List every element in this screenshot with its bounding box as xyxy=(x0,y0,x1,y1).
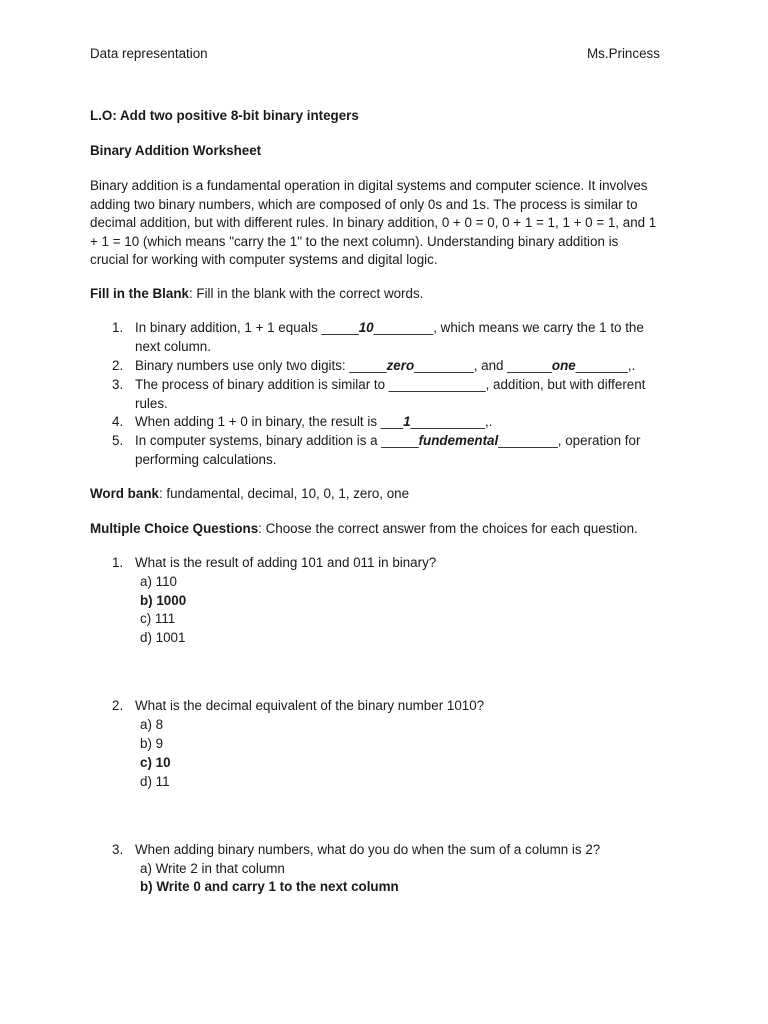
mcq-question-2 xyxy=(112,697,484,716)
header-teacher: Ms.Princess xyxy=(587,46,660,61)
mcq-instruction: : Choose the correct answer from the choices for each question. xyxy=(258,521,638,536)
answer-option-correct: b) 1000 xyxy=(140,593,187,608)
answer-option: d) 1001 xyxy=(140,630,186,645)
header-subject: Data representation xyxy=(90,46,208,61)
item-text: In binary addition, 1 + 1 equals _____ xyxy=(135,320,359,335)
fill-in-blank-instruction: : Fill in the blank with the correct words. xyxy=(188,286,424,301)
answer-option: d) 11 xyxy=(140,774,170,789)
item-number: 5. xyxy=(112,433,124,448)
item-text: _______,. xyxy=(575,358,636,373)
blank-item-5 xyxy=(112,432,640,451)
answer-option-correct: b) Write 0 and carry 1 to the next column xyxy=(140,879,399,894)
blank-answer: zero xyxy=(386,358,415,373)
intro-line: + 1 = 10 (which means "carry the 1" to the next column). Understanding binary addition is xyxy=(90,233,619,249)
question-text: What is the result of adding 101 and 011 in binary? xyxy=(135,555,437,570)
answer-option: a) Write 2 in that column xyxy=(140,861,285,876)
intro-line: decimal addition, but with different rules. In binary addition, 0 + 0 = 0, 0 + 1 = 1, 1 + 0 = 1, and 1 xyxy=(90,215,657,231)
item-number: 1. xyxy=(112,320,124,335)
blank-item-1 xyxy=(112,319,644,338)
item-number: 3. xyxy=(112,377,124,392)
blank-item-1-continuation: next column. xyxy=(135,339,211,354)
answer-option: c) 111 xyxy=(140,611,176,626)
answer-option: a) 110 xyxy=(140,574,177,589)
item-text: In computer systems, binary addition is a _____ xyxy=(135,433,419,448)
blank-item-2 xyxy=(112,357,635,376)
intro-line: adding two binary numbers, which are composed of only 0s and 1s. The process is similar to xyxy=(90,196,638,212)
fill-in-blank-label: Fill in the Blank xyxy=(90,286,189,301)
item-number: 4. xyxy=(112,414,124,429)
fill-in-blank-heading xyxy=(90,285,423,304)
intro-line: Binary addition is a fundamental operation in digital systems and computer science. It involves xyxy=(90,178,648,193)
blank-item-4 xyxy=(112,413,492,432)
question-number: 2. xyxy=(112,698,124,713)
question-number: 3. xyxy=(112,842,124,857)
item-text: When adding 1 + 0 in binary, the result is ___ xyxy=(135,414,404,429)
item-text: The process of binary addition is similar to _____________, addition, but with different xyxy=(135,377,646,392)
blank-item-3-continuation: rules. xyxy=(135,396,168,411)
mcq-question-3 xyxy=(112,841,600,860)
intro-paragraph xyxy=(90,177,680,270)
question-text: When adding binary numbers, what do you do when the sum of a column is 2? xyxy=(135,842,601,857)
word-bank-words: : fundamental, decimal, 10, 0, 1, zero, one xyxy=(158,486,410,501)
blank-item-3 xyxy=(112,376,645,395)
blank-answer: fundemental xyxy=(418,433,499,448)
mcq-heading xyxy=(90,520,638,539)
blank-answer: 1 xyxy=(403,414,411,429)
question-text: What is the decimal equivalent of the binary number 1010? xyxy=(135,698,485,713)
answer-option-correct: c) 10 xyxy=(140,755,171,770)
item-text: ________, and ______ xyxy=(414,358,552,373)
word-bank xyxy=(90,485,409,504)
item-text: ________, operation for xyxy=(498,433,641,448)
blank-item-5-continuation: performing calculations. xyxy=(135,452,277,467)
item-text: Binary numbers use only two digits: _____ xyxy=(135,358,387,373)
mcq-label: Multiple Choice Questions xyxy=(90,521,259,536)
intro-line: crucial for working with computer systems and digital logic. xyxy=(90,252,438,268)
item-text: ________, which means we carry the 1 to the xyxy=(373,320,644,335)
answer-option: a) 8 xyxy=(140,717,164,732)
learning-objective: L.O: Add two positive 8-bit binary integers xyxy=(90,108,359,123)
blank-answer: one xyxy=(551,358,576,373)
blank-answer: 10 xyxy=(358,320,374,335)
worksheet-title: Binary Addition Worksheet xyxy=(90,143,262,158)
answer-option: b) 9 xyxy=(140,736,164,751)
item-number: 2. xyxy=(112,358,124,373)
mcq-question-1 xyxy=(112,554,436,573)
word-bank-label: Word bank xyxy=(90,486,159,501)
question-number: 1. xyxy=(112,555,124,570)
item-text: __________,. xyxy=(410,414,493,429)
